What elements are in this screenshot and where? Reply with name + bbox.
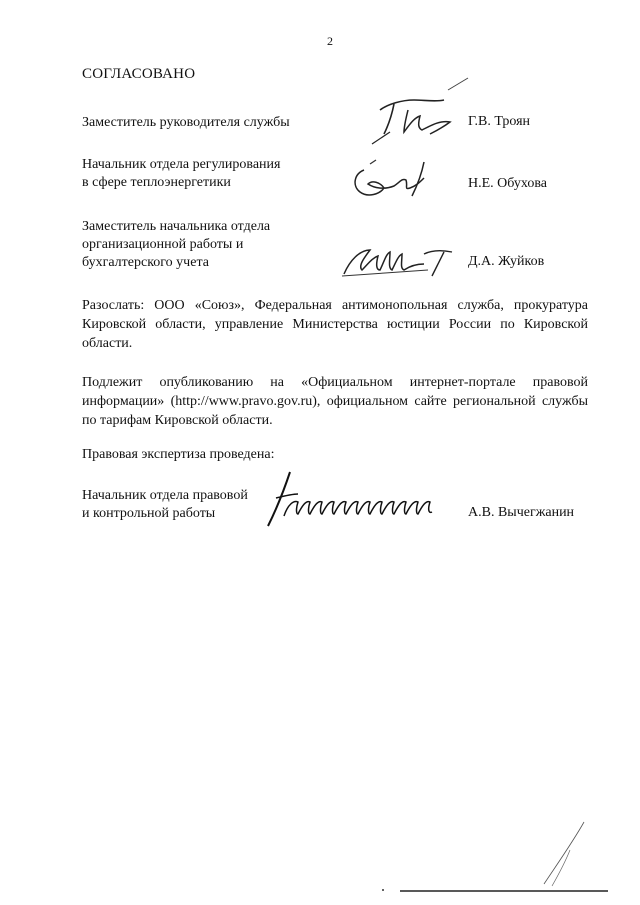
approval-heading: СОГЛАСОВАНО	[82, 66, 196, 82]
signature-obukhova	[350, 152, 450, 207]
role-line: Заместитель начальника отдела	[82, 219, 271, 234]
signature-zhuykov	[340, 240, 460, 285]
signatory-1-role	[82, 114, 290, 132]
signatory-1-name: Г.В. Троян	[468, 114, 531, 129]
signature-vychegzhanin	[256, 470, 446, 535]
role-line: Начальник отдела регулирования	[82, 157, 281, 172]
page-number: 2	[327, 34, 333, 48]
role-line: Начальник отдела правовой	[82, 488, 248, 503]
role-line: в сфере теплоэнергетики	[82, 175, 231, 190]
bottom-rule	[380, 880, 610, 898]
signatory-2-role	[82, 156, 280, 192]
signatory-3-name: Д.А. Жуйков	[468, 254, 545, 269]
legal-head-role	[82, 487, 248, 523]
signatory-2-name: Н.Е. Обухова	[468, 176, 547, 191]
role-line: и контрольной работы	[82, 506, 216, 521]
role-line: бухгалтерского учета	[82, 255, 209, 270]
distribution-paragraph: Разослать: ООО «Союз», Федеральная антимонопольная служба, прокуратура Кировской области, управление Министерства юстиции России по Кировской области.	[82, 298, 588, 351]
publication-paragraph: Подлежит опубликованию на «Официальном интернет-портале правовой информации» (http://www.pravo.gov.ru), официальном сайте региональной службы по тарифам Кировской области.	[82, 375, 588, 428]
role-line: организационной работы и	[82, 237, 244, 252]
signatory-3-role	[82, 218, 270, 272]
expertise-line: Правовая экспертиза проведена:	[82, 447, 275, 462]
legal-head-name: А.В. Вычегжанин	[468, 505, 575, 520]
role-line: Заместитель руководителя службы	[82, 115, 290, 130]
signature-troyan	[350, 70, 480, 155]
